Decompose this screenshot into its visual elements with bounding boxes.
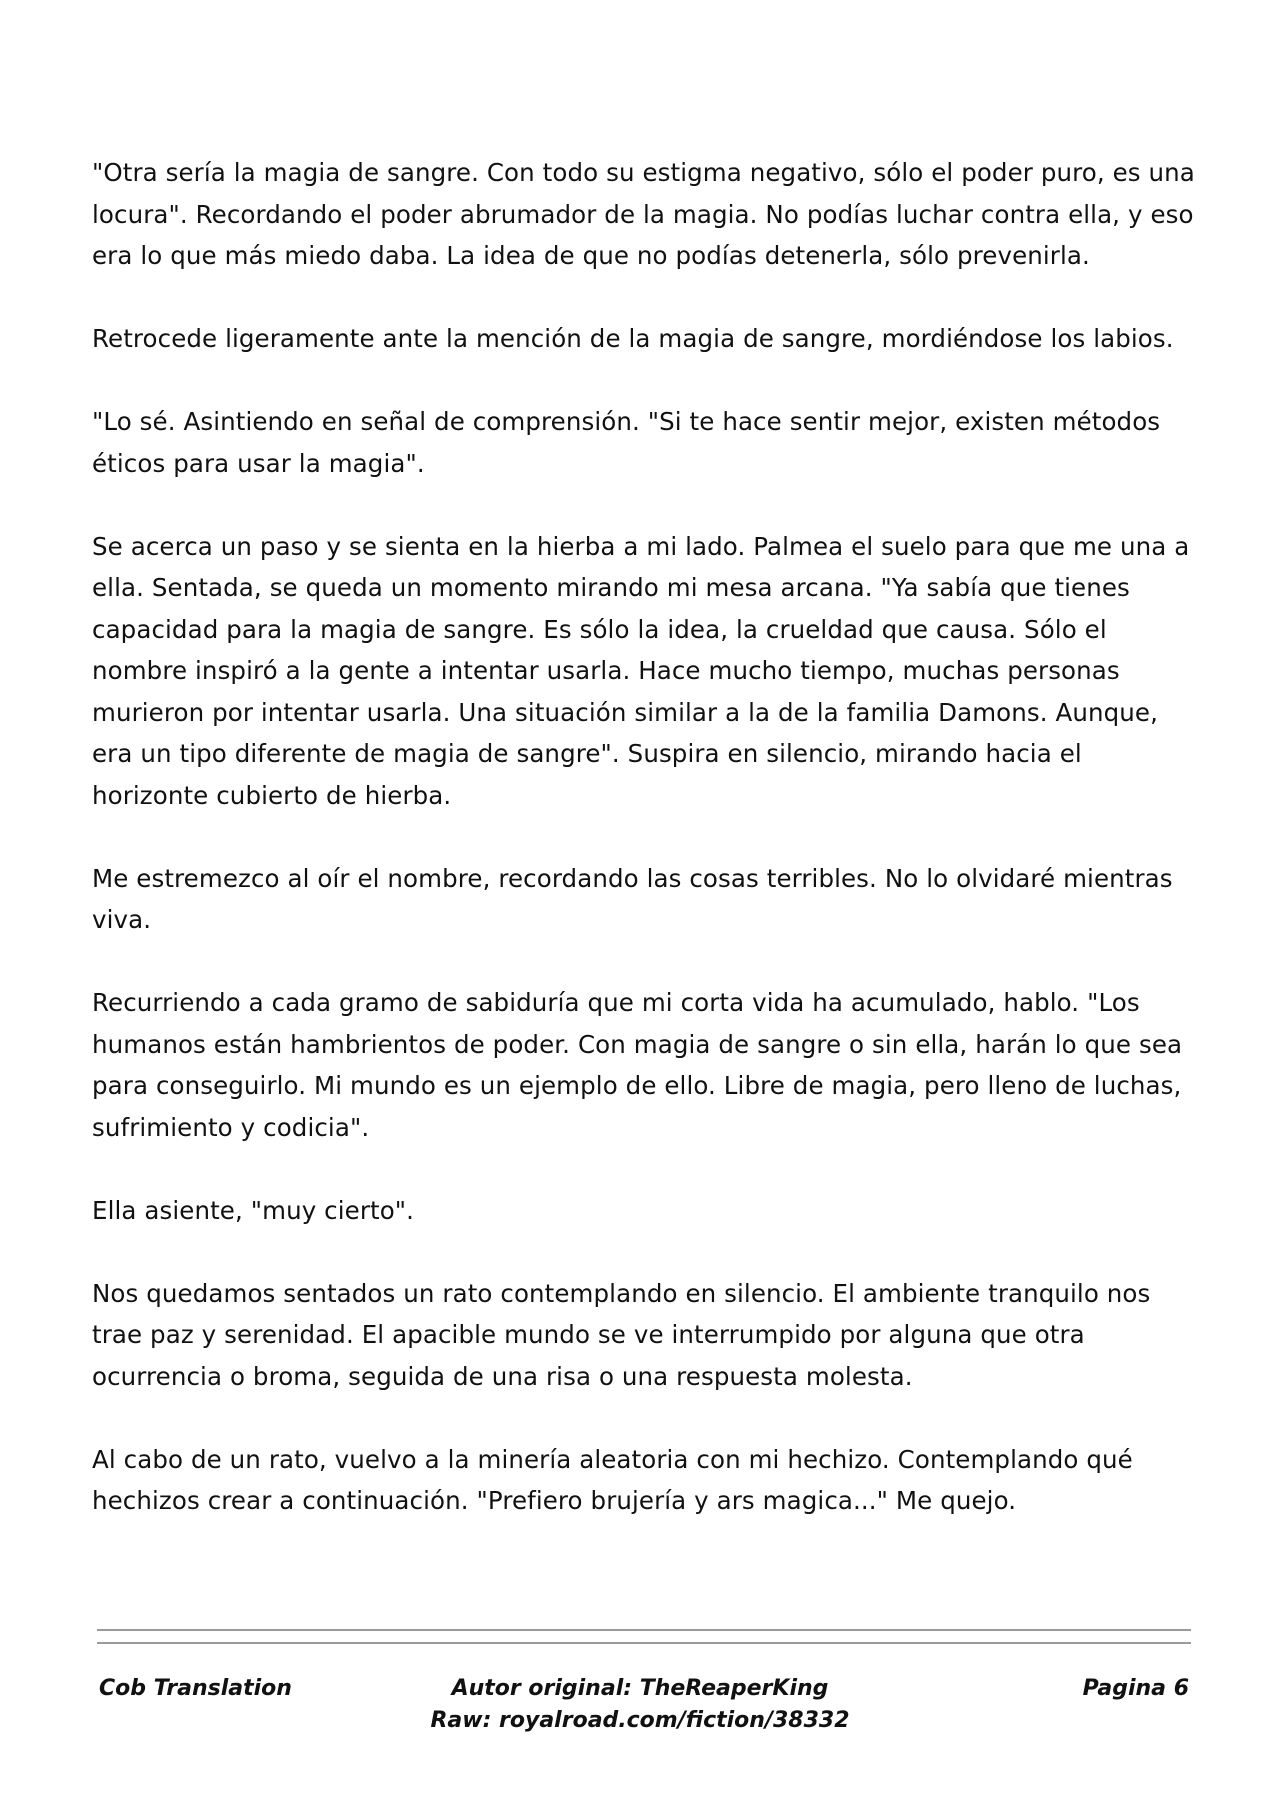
paragraph: Se acerca un paso y se sienta en la hierba a mi lado. Palmea el suelo para que me una a ella. Sentada, se queda un momento mirando mi mesa arcana. "Ya sabía que tienes capacidad para la magia de sangre. Es sólo la idea, la crueldad que causa. Sólo el nombre inspiró a la gente a intentar usarla. Hace mucho tiempo, muchas personas murieron por intentar usarla. Una situación similar a la de la familia Damons. Aunque, era un tipo diferente de magia de sangre". Suspira en silencio, mirando hacia el horizonte cubierto de hierba.: [92, 531, 1190, 810]
paragraph: Ella asiente, "muy cierto".: [92, 1195, 415, 1225]
footer-translator: Cob Translation: [99, 1676, 292, 1701]
footer-raw-source: Raw: royalroad.com/fiction/38332: [430, 1708, 850, 1733]
paragraph: Me estremezco al oír el nombre, recordando las cosas terribles. No lo olvidaré mientras viva.: [92, 863, 1173, 934]
body-text: [92, 152, 1202, 1563]
footer-divider-bottom: [97, 1642, 1191, 1644]
paragraph: Recurriendo a cada gramo de sabiduría que mi corta vida ha acumulado, hablo. "Los humanos están hambrientos de poder. Con magia de sangre o sin ella, harán lo que sea para conseguirlo. Mi mundo es un ejemplo de ello. Libre de magia, pero lleno de luchas, sufrimiento y codicia".: [92, 988, 1183, 1142]
paragraph: "Otra sería la magia de sangre. Con todo su estigma negativo, sólo el poder puro, es una locura". Recordando el poder abrumador de la magia. No podías luchar contra ella, y eso era lo que más miedo daba. La idea de que no podías detenerla, sólo prevenirla.: [92, 158, 1195, 270]
footer-original-author: Autor original: TheReaperKing: [451, 1676, 829, 1701]
paragraph: Al cabo de un rato, vuelvo a la minería aleatoria con mi hechizo. Contemplando qué hechizos crear a continuación. "Prefiero brujería y ars magica..." Me quejo.: [92, 1444, 1133, 1515]
paragraph: "Lo sé. Asintiendo en señal de comprensión. "Si te hace sentir mejor, existen métodos éticos para usar la magia".: [92, 407, 1161, 478]
footer-page-number: Pagina 6: [1082, 1676, 1189, 1701]
paragraph: Retrocede ligeramente ante la mención de la magia de sangre, mordiéndose los labios.: [92, 324, 1174, 353]
footer-divider-top: [97, 1629, 1191, 1631]
paragraph: Nos quedamos sentados un rato contemplando en silencio. El ambiente tranquilo nos trae paz y serenidad. El apacible mundo se ve interrumpido por alguna que otra ocurrencia o broma, seguida de una risa o una respuesta molesta.: [92, 1278, 1151, 1391]
